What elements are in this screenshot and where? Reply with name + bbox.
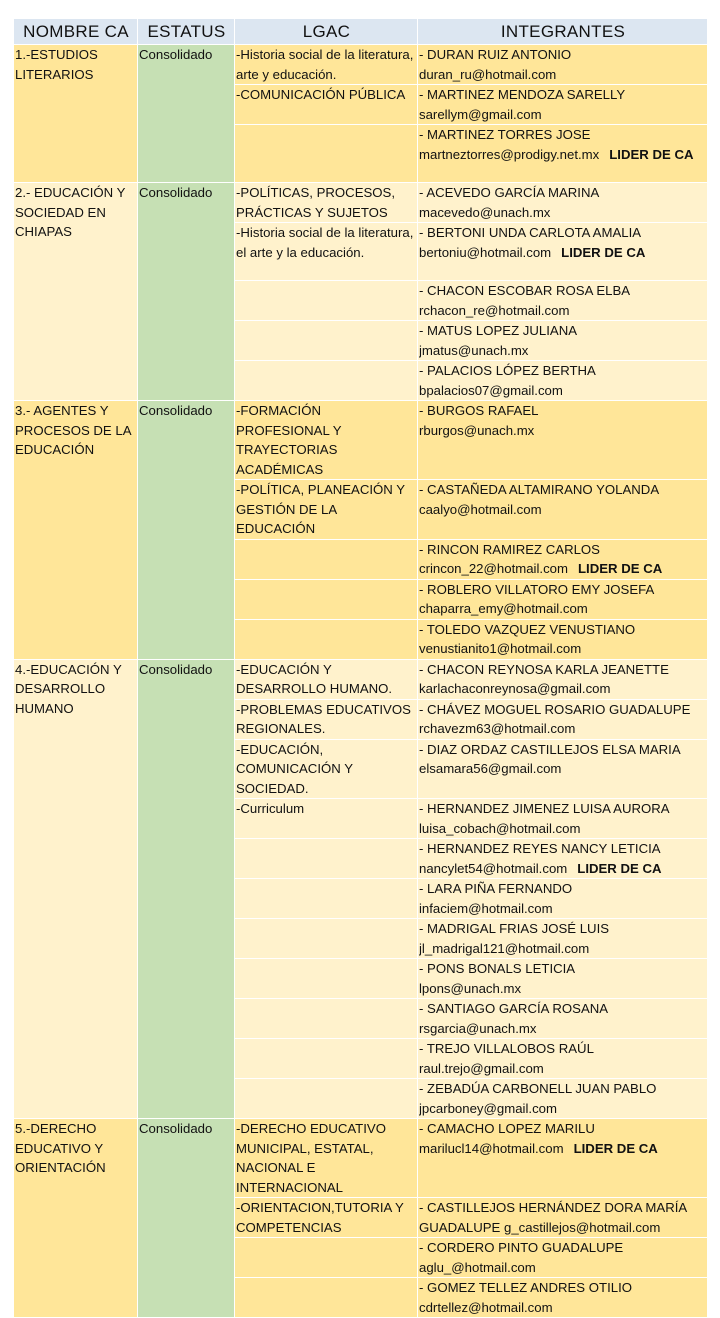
member-cell <box>418 1119 708 1198</box>
member-name: - TREJO VILLALOBOS RAÚL <box>419 1041 594 1056</box>
member-name: - MATUS LOPEZ JULIANA <box>419 323 578 338</box>
lgac-cell <box>235 999 418 1039</box>
ca-name-cell: 2.- EDUCACIÓN Y SOCIEDAD EN CHIAPAS <box>14 183 138 401</box>
member-cell <box>418 1039 708 1079</box>
ca-table <box>13 18 708 1318</box>
header-integrantes: INTEGRANTES <box>418 19 708 45</box>
member-cell <box>418 1079 708 1119</box>
header-lgac: LGAC <box>235 19 418 45</box>
member-cell <box>418 223 708 281</box>
member-name: - CAMACHO LOPEZ MARILU <box>419 1121 595 1136</box>
member-email: infaciem@hotmail.com <box>419 900 553 916</box>
lgac-cell: -COMUNICACIÓN PÚBLICA <box>235 85 418 125</box>
member-email: karlachaconreynosa@gmail.com <box>419 681 611 696</box>
member-name: - TOLEDO VAZQUEZ VENUSTIANO <box>419 621 636 637</box>
member-email: macevedo@unach.mx <box>419 204 551 220</box>
lgac-cell <box>235 1079 418 1119</box>
table-row <box>14 183 708 223</box>
member-email: martneztorres@prodigy.net.mx <box>419 146 600 162</box>
member-name: - GOMEZ TELLEZ ANDRES OTILIO <box>419 1280 632 1295</box>
lgac-cell <box>235 1238 418 1278</box>
lgac-cell: -EDUCACIÓN Y DESARROLLO HUMANO. <box>235 659 418 699</box>
member-name: - MARTINEZ TORRES JOSE <box>419 127 591 142</box>
member-cell <box>418 699 708 739</box>
member-name: - BERTONI UNDA CARLOTA AMALIA <box>419 225 642 240</box>
lgac-cell: -POLÍTICA, PLANEACIÓN Y GESTIÓN DE LA EDUCACIÓN <box>235 480 418 540</box>
lgac-cell: -Historia social de la literatura, arte y educación. <box>235 45 418 85</box>
member-name: - ZEBADÚA CARBONELL JUAN PABLO <box>419 1081 657 1096</box>
status-cell: Consolidado <box>138 45 235 183</box>
member-cell <box>418 739 708 799</box>
member-name: - MARTINEZ MENDOZA SARELLY <box>419 87 626 102</box>
member-name: - PONS BONALS LETICIA <box>419 961 576 976</box>
ca-name-cell: 1.-ESTUDIOS LITERARIOS <box>14 45 138 183</box>
member-cell <box>418 401 708 480</box>
member-email: marilucl14@hotmail.com <box>419 1140 564 1156</box>
table-row <box>14 401 708 480</box>
header-row <box>14 19 708 45</box>
lgac-cell: -Historia social de la literatura, el arte y la educación. <box>235 223 418 281</box>
member-email: venustianito1@hotmail.com <box>419 641 582 656</box>
member-cell <box>418 919 708 959</box>
member-email: crincon_22@hotmail.com <box>419 561 568 576</box>
lgac-cell <box>235 579 418 619</box>
member-email: jmatus@unach.mx <box>419 342 529 358</box>
member-cell <box>418 579 708 619</box>
member-email: chaparra_emy@hotmail.com <box>419 601 588 616</box>
member-cell <box>418 183 708 223</box>
member-name: - CHÁVEZ MOGUEL ROSARIO GUADALUPE <box>419 701 691 717</box>
lgac-cell: -ORIENTACION,TUTORIA Y COMPETENCIAS <box>235 1198 418 1238</box>
member-name: - ACEVEDO GARCÍA MARINA <box>419 185 600 200</box>
member-name: - HERNANDEZ REYES NANCY LETICIA <box>419 841 661 856</box>
status-cell: Consolidado <box>138 659 235 1119</box>
member-email: jl_madrigal121@hotmail.com <box>419 940 590 956</box>
lgac-cell: -FORMACIÓN PROFESIONAL Y TRAYECTORIAS ACADÉMICAS <box>235 401 418 480</box>
member-name: - CHACON REYNOSA KARLA JEANETTE <box>419 661 669 677</box>
member-email: rsgarcia@unach.mx <box>419 1020 537 1036</box>
lider-badge: LIDER DE CA <box>577 860 662 876</box>
member-cell <box>418 959 708 999</box>
member-email: bpalacios07@gmail.com <box>419 382 563 398</box>
member-email: jpcarboney@gmail.com <box>419 1100 557 1116</box>
member-cell <box>418 45 708 85</box>
member-cell <box>418 1238 708 1278</box>
member-cell <box>418 539 708 579</box>
member-email: elsamara56@gmail.com <box>419 761 562 776</box>
lgac-cell <box>235 619 418 659</box>
lgac-cell: -DERECHO EDUCATIVO MUNICIPAL, ESTATAL, NACIONAL E INTERNACIONAL <box>235 1119 418 1198</box>
lgac-cell <box>235 1278 418 1318</box>
lgac-cell: -POLÍTICAS, PROCESOS, PRÁCTICAS Y SUJETOS <box>235 183 418 223</box>
member-name: - CORDERO PINTO GUADALUPE <box>419 1240 624 1255</box>
ca-name-cell: 4.-EDUCACIÓN Y DESARROLLO HUMANO <box>14 659 138 1119</box>
member-cell <box>418 1278 708 1318</box>
member-name: - PALACIOS LÓPEZ BERTHA <box>419 363 596 378</box>
member-email: nancylet54@hotmail.com <box>419 860 568 876</box>
lgac-cell <box>235 879 418 919</box>
lgac-cell <box>235 361 418 401</box>
member-name: - CHACON ESCOBAR ROSA ELBA <box>419 283 631 298</box>
member-email: duran_ru@hotmail.com <box>419 66 557 82</box>
member-cell <box>418 85 708 125</box>
table-row <box>14 1119 708 1198</box>
lgac-cell: -PROBLEMAS EDUCATIVOS REGIONALES. <box>235 699 418 739</box>
member-name: - DURAN RUIZ ANTONIO <box>419 47 572 62</box>
lgac-cell <box>235 125 418 183</box>
ca-name-cell: 5.-DERECHO EDUCATIVO Y ORIENTACIÓN <box>14 1119 138 1318</box>
lgac-cell: -Curriculum <box>235 799 418 839</box>
member-cell <box>418 125 708 183</box>
member-name: - CASTAÑEDA ALTAMIRANO YOLANDA <box>419 482 660 497</box>
lider-badge: LIDER DE CA <box>578 561 663 576</box>
lgac-cell <box>235 1039 418 1079</box>
member-cell <box>418 281 708 321</box>
member-cell <box>418 659 708 699</box>
member-name: - MADRIGAL FRIAS JOSÉ LUIS <box>419 921 610 936</box>
member-cell <box>418 321 708 361</box>
member-email: luisa_cobach@hotmail.com <box>419 820 581 836</box>
status-cell: Consolidado <box>138 401 235 660</box>
lider-badge: LIDER DE CA <box>573 1140 658 1156</box>
header-estatus: ESTATUS <box>138 19 235 45</box>
status-cell: Consolidado <box>138 183 235 401</box>
member-email: rchavezm63@hotmail.com <box>419 721 576 736</box>
lgac-cell <box>235 539 418 579</box>
member-email: sarellym@gmail.com <box>419 106 542 122</box>
member-email: rchacon_re@hotmail.com <box>419 302 570 318</box>
lider-badge: LIDER DE CA <box>609 146 694 162</box>
member-email: caalyo@hotmail.com <box>419 501 542 517</box>
member-name: - RINCON RAMIREZ CARLOS <box>419 541 600 557</box>
lgac-cell <box>235 839 418 879</box>
member-name: - HERNANDEZ JIMENEZ LUISA AURORA <box>419 801 670 816</box>
member-email: aglu_@hotmail.com <box>419 1259 536 1275</box>
member-cell <box>418 480 708 540</box>
ca-name-cell: 3.- AGENTES Y PROCESOS DE LA EDUCACIÓN <box>14 401 138 660</box>
table-row <box>14 659 708 699</box>
member-cell <box>418 619 708 659</box>
member-name: - ROBLERO VILLATORO EMY JOSEFA <box>419 581 655 597</box>
member-cell <box>418 839 708 879</box>
member-email: raul.trejo@gmail.com <box>419 1060 544 1076</box>
lgac-cell: -EDUCACIÓN, COMUNICACIÓN Y SOCIEDAD. <box>235 739 418 799</box>
member-name: - CASTILLEJOS HERNÁNDEZ DORA MARÍA <box>419 1200 688 1215</box>
member-cell <box>418 799 708 839</box>
table-body <box>14 45 708 1318</box>
member-cell <box>418 879 708 919</box>
member-email: lpons@unach.mx <box>419 980 522 996</box>
member-name: - BURGOS RAFAEL <box>419 403 539 418</box>
member-email: cdrtellez@hotmail.com <box>419 1299 553 1315</box>
status-cell: Consolidado <box>138 1119 235 1318</box>
lgac-cell <box>235 321 418 361</box>
lgac-cell <box>235 919 418 959</box>
member-cell <box>418 361 708 401</box>
lgac-cell <box>235 959 418 999</box>
lider-badge: LIDER DE CA <box>561 244 646 260</box>
member-name: - LARA PIÑA FERNANDO <box>419 881 573 896</box>
member-name: - SANTIAGO GARCÍA ROSANA <box>419 1001 609 1016</box>
member-email: rburgos@unach.mx <box>419 422 535 438</box>
member-email: bertoniu@hotmail.com <box>419 244 552 260</box>
member-cell <box>418 999 708 1039</box>
header-nombre: NOMBRE CA <box>14 19 138 45</box>
table-row <box>14 45 708 85</box>
member-email: GUADALUPE g_castillejos@hotmail.com <box>419 1219 661 1235</box>
member-name: - DIAZ ORDAZ CASTILLEJOS ELSA MARIA <box>419 741 681 757</box>
member-cell <box>418 1198 708 1238</box>
lgac-cell <box>235 281 418 321</box>
